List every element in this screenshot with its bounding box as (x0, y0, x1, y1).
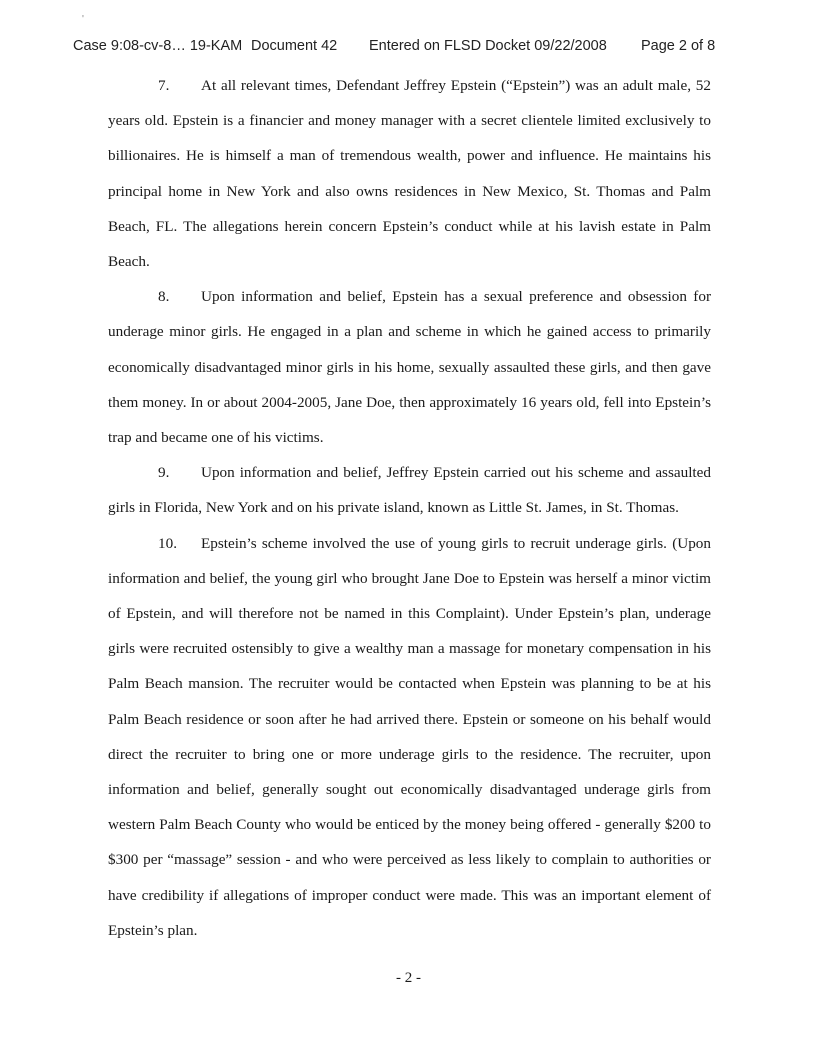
document-body (108, 68, 711, 948)
paragraph-text: Upon information and belief, Epstein has a sexual preference and obsession for underage minor girls. He engaged in a plan and scheme in which he gained access to primarily economically disadvantaged minor girls in his home, sexually assaulted these girls, and then gave them money. In or about 2004-2005, Jane Doe, then approximately 16 years old, fell into Epstein’s trap and became one of his victims. (108, 288, 711, 447)
docket-header (73, 38, 753, 54)
paragraph-number: 10. (158, 534, 177, 552)
case-number: Case 9:08-cv-8… 19-KAM (73, 38, 243, 54)
paragraph-number: 9. (158, 464, 170, 482)
page-indicator: Page 2 of 8 (641, 38, 716, 54)
paragraph-7 (108, 68, 711, 279)
page-footer (0, 970, 817, 987)
paragraph-8 (108, 279, 711, 455)
paragraph-text: Epstein’s scheme involved the use of young girls to recruit underage girls. (Upon information and belief, the young girl who brought Jane Doe to Epstein was herself a minor victim of Epstein, and will therefore not be named in this Complaint). Under Epstein’s plan, underage girls were recruited ostensibly to give a wealthy man a massage for monetary compensation in his Palm Beach mansion. The recruiter would be contacted when Epstein was planning to be at his Palm Beach residence or soon after he had arrived there. Epstein or someone on his behalf would direct the recruiter to bring one or more underage girls to the residence. The recruiter, upon information and belief, generally sought out economically disadvantaged underage girls from western Palm Beach County who would be enticed by the money being offered - generally $200 to $300 per “massage” session - and who were perceived as less likely to complain to authorities or have credibility if allegations of improper conduct were made. This was an important element of Epstein’s plan. (108, 534, 711, 939)
paragraph-number: 7. (158, 77, 170, 94)
paragraph-number: 8. (158, 288, 170, 306)
footer-page-number: - 2 - (396, 970, 421, 986)
paragraph-text: Upon information and belief, Jeffrey Epstein carried out his scheme and assaulted girls in Florida, New York and on his private island, known as Little St. James, in St. Thomas. (108, 464, 711, 517)
paragraph-10 (108, 526, 711, 948)
paragraph-text: At all relevant times, Defendant Jeffrey Epstein (“Epstein”) was an adult male, 52 years old. Epstein is a financier and money manager with a secret clientele limited exclusively to billionaires. He is himself a man of tremendous wealth, power and influence. He maintains his principal home in New York and also owns residences in New Mexico, St. Thomas and Palm Beach, FL. The allegations herein concern Epstein’s conduct while at his lavish estate in Palm Beach. (108, 77, 711, 271)
paragraph-9 (108, 455, 711, 525)
filed-stamp: Entered on FLSD Docket 09/22/2008 (369, 38, 607, 54)
document-number: Document 42 (251, 38, 338, 54)
scan-speck: ' (82, 14, 84, 25)
